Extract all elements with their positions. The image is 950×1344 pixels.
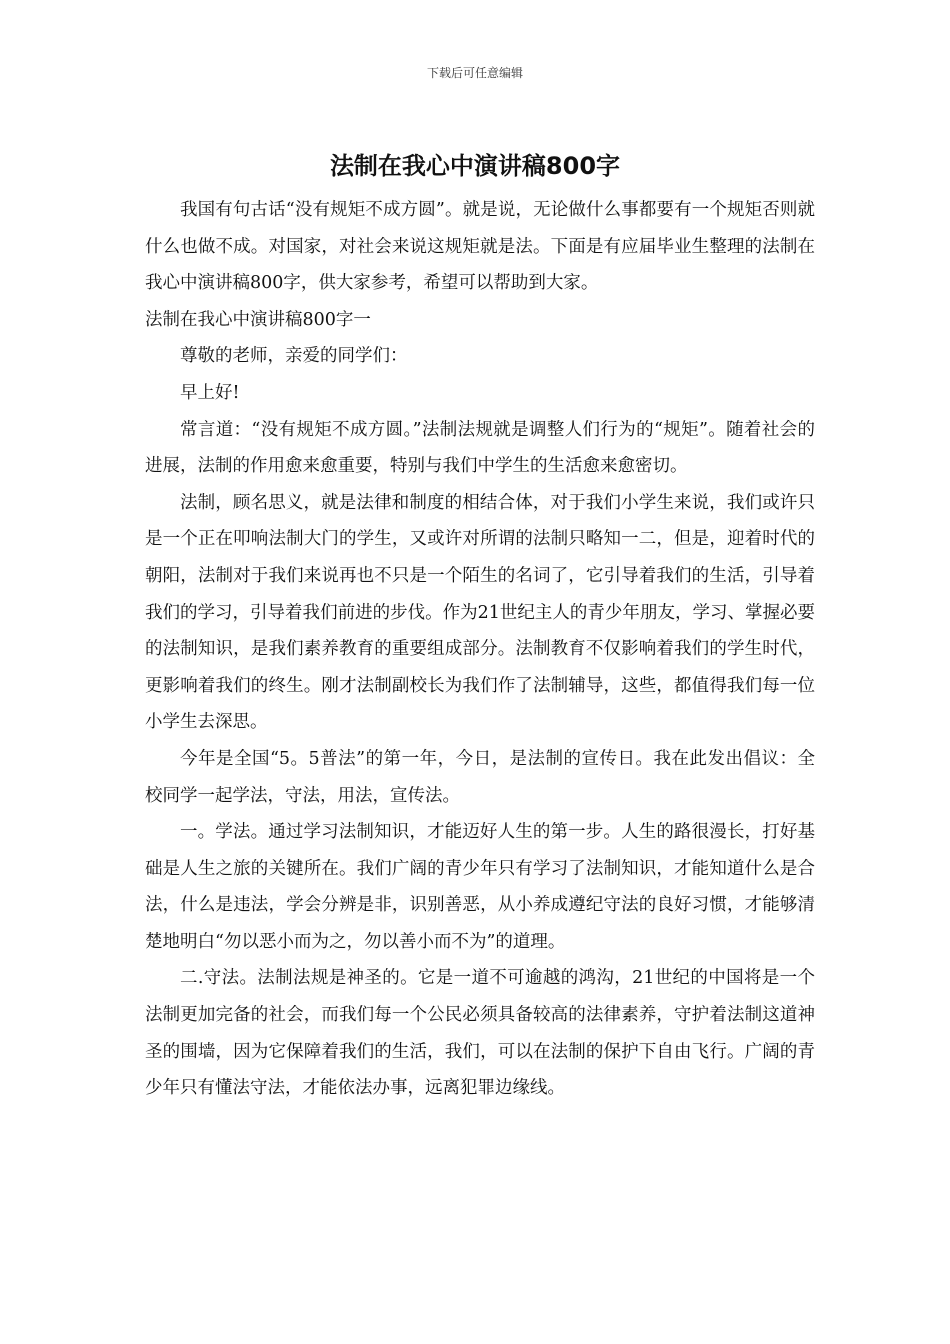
paragraph: 尊敬的老师，亲爱的同学们： xyxy=(180,346,408,367)
paragraph: 二.守法。法制法规是神圣的。它是一道不可逾越的鸿沟，21世纪的中国将是一个法制更加完备的社会，而我们每一个公民必须具备较高的法律素养，守护着法制这道神圣的围墙，因为它保障着我们的生活，我们，可以在法制的保护下自由飞行。广阔的青少年只有懂法守法，才能依法办事，远离犯罪边缘线。 xyxy=(145,968,815,1099)
paragraph: 早上好! xyxy=(180,382,240,403)
paragraph: 今年是全国“5。5普法”的第一年，今日，是法制的宣传日。我在此发出倡议：全校同学一起学法，守法，用法，宣传法。 xyxy=(145,748,815,806)
paragraph: 法制，顾名思义，就是法律和制度的相结合体，对于我们小学生来说，我们或许只是一个正在叩响法制大门的学生，又或许对所谓的法制只略知一二，但是，迎着时代的朝阳，法制对于我们来说再也不只是一个陌生的名词了，它引导着我们的生活，引导着我们的学习，引导着我们前进的步伐。作为21世纪主人的青少年朋友，学习、掌握必要的法制知识，是我们素养教育的重要组成部分。法制教育不仅影响着我们的学生时代，更影响着我们的终生。刚才法制副校长为我们作了法制辅导，这些，都值得我们每一位小学生去深思。 xyxy=(145,492,815,733)
paragraph: 一。学法。通过学习法制知识，才能迈好人生的第一步。人生的路很漫长，打好基础是人生之旅的关键所在。我们广阔的青少年只有学习了法制知识，才能知道什么是合法，什么是违法，学会分辨是非，识别善恶，从小养成遵纪守法的良好习惯，才能够清楚地明白“勿以恶小而为之，勿以善小而不为”的道理。 xyxy=(145,822,815,952)
paragraph: 常言道：“没有规矩不成方圆。”法制法规就是调整人们行为的“规矩”。随着社会的进展，法制的作用愈来愈重要，特别与我们中学生的生活愈来愈密切。 xyxy=(145,419,815,477)
header-note: 下载后可任意编辑 xyxy=(426,66,523,80)
document-body xyxy=(145,192,815,1107)
document-title: 法制在我心中演讲稿800字 xyxy=(329,152,621,180)
section-heading: 法制在我心中演讲稿800字一 xyxy=(145,309,371,330)
paragraph: 我国有句古话“没有规矩不成方圆”。就是说，无论做什么事都要有一个规矩否则就什么也做不成。对国家，对社会来说这规矩就是法。下面是有应届毕业生整理的法制在我心中演讲稿800字，供大家参考，希望可以帮助到大家。 xyxy=(145,200,815,294)
